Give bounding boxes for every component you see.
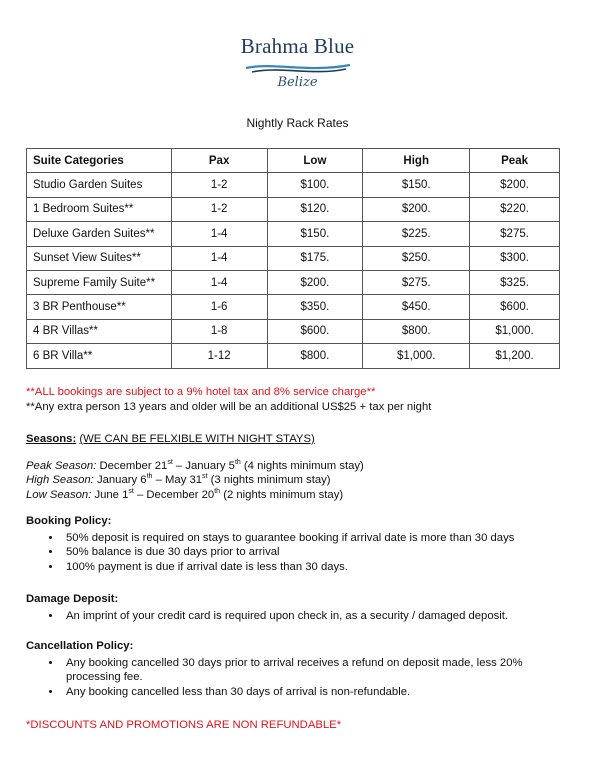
season-high-start: January 6 bbox=[96, 474, 147, 486]
seasons-section bbox=[26, 432, 364, 502]
table-cell: $600. bbox=[470, 295, 560, 319]
table-cell: 1-4 bbox=[171, 246, 267, 270]
damage-deposit-heading: Damage Deposit: bbox=[26, 593, 119, 605]
season-high-start-sup: th bbox=[146, 473, 153, 481]
list-item: • Any booking cancelled less than 30 days of arrival is non-refundable. bbox=[62, 685, 546, 700]
table-cell: $275. bbox=[363, 270, 470, 294]
tax-note: **ALL bookings are subject to a 9% hotel tax and 8% service charge** bbox=[26, 386, 376, 398]
extra-person-note: **Any extra person 13 years and older will be an additional US$25 + tax per night bbox=[26, 401, 432, 413]
table-cell: $1,000. bbox=[470, 319, 560, 343]
table-cell: $800. bbox=[267, 344, 363, 368]
season-low-start: June 1 bbox=[94, 488, 129, 501]
season-low-end-sup: th bbox=[214, 487, 221, 495]
table-cell: $120. bbox=[267, 197, 363, 221]
cancellation-policy-section bbox=[26, 639, 546, 699]
season-low-start-sup: st bbox=[128, 487, 134, 495]
table-cell: $220. bbox=[470, 197, 560, 221]
cancellation-policy-heading: Cancellation Policy: bbox=[26, 640, 134, 652]
table-cell: $600. bbox=[267, 319, 363, 343]
damage-deposit-list bbox=[26, 609, 508, 624]
table-cell: $225. bbox=[363, 222, 470, 246]
table-row bbox=[27, 197, 560, 221]
table-cell: 1-2 bbox=[171, 173, 267, 197]
table-cell: $1,000. bbox=[363, 344, 470, 368]
season-high-minimum: (3 nights minimum stay) bbox=[207, 474, 331, 486]
table-cell: $275. bbox=[470, 222, 560, 246]
season-peak-start-sup: st bbox=[167, 458, 173, 466]
booking-policy-list bbox=[26, 531, 514, 575]
table-cell: Studio Garden Suites bbox=[27, 173, 172, 197]
booking-policy-section bbox=[26, 514, 514, 574]
header-high: High bbox=[363, 149, 470, 173]
table-header-row bbox=[27, 149, 560, 173]
header-low: Low bbox=[267, 149, 363, 173]
table-row bbox=[27, 222, 560, 246]
list-item: • 50% balance is due 30 days prior to arrival bbox=[62, 545, 514, 560]
list-item: • 100% payment is due if arrival date is less than 30 days. bbox=[62, 560, 514, 575]
table-cell: $300. bbox=[470, 246, 560, 270]
cancellation-policy-list bbox=[26, 656, 546, 700]
table-cell: $1,200. bbox=[470, 344, 560, 368]
season-high bbox=[26, 473, 364, 488]
table-row bbox=[27, 246, 560, 270]
table-cell: $250. bbox=[363, 246, 470, 270]
table-row bbox=[27, 173, 560, 197]
table-row bbox=[27, 270, 560, 294]
table-cell: 1-4 bbox=[171, 222, 267, 246]
table-cell: 1-4 bbox=[171, 270, 267, 294]
table-cell: $150. bbox=[363, 173, 470, 197]
table-cell: 6 BR Villa** bbox=[27, 344, 172, 368]
table-cell: Supreme Family Suite** bbox=[27, 270, 172, 294]
booking-policy-heading: Booking Policy: bbox=[26, 515, 112, 527]
table-cell: 1 Bedroom Suites** bbox=[27, 197, 172, 221]
table-cell: $800. bbox=[363, 319, 470, 343]
season-peak-end: – January 5 bbox=[172, 459, 235, 472]
table-cell: $100. bbox=[267, 173, 363, 197]
season-low-label: Low Season: bbox=[26, 488, 92, 501]
season-peak-minimum: (4 nights minimum stay) bbox=[240, 459, 364, 472]
list-item: • An imprint of your credit card is required upon check in, as a security / damaged deposit. bbox=[62, 609, 508, 624]
season-high-label: High Season: bbox=[26, 474, 94, 486]
table-cell: 1-2 bbox=[171, 197, 267, 221]
seasons-heading-label: Seasons: bbox=[26, 433, 77, 445]
document-title: Nightly Rack Rates bbox=[246, 116, 349, 130]
seasons-heading-note: (WE CAN BE FELXIBLE WITH NIGHT STAYS) bbox=[79, 433, 315, 445]
season-peak-start: December 21 bbox=[99, 459, 168, 472]
season-peak-end-sup: th bbox=[234, 458, 241, 466]
rate-notes bbox=[26, 385, 431, 415]
logo-title: Brahma Blue bbox=[240, 34, 355, 58]
table-cell: $175. bbox=[267, 246, 363, 270]
table-cell: $450. bbox=[363, 295, 470, 319]
table-row bbox=[27, 344, 560, 368]
table-cell: $150. bbox=[267, 222, 363, 246]
rates-table bbox=[26, 148, 560, 369]
table-row bbox=[27, 295, 560, 319]
table-cell: Deluxe Garden Suites** bbox=[27, 222, 172, 246]
damage-deposit-section bbox=[26, 592, 508, 623]
logo-subtitle: Belize bbox=[277, 75, 318, 90]
table-cell: $200. bbox=[470, 173, 560, 197]
list-item: • Any booking cancelled 30 days prior to arrival receives a refund on deposit made, less 20% processing fee. bbox=[62, 656, 546, 685]
season-low-minimum: (2 nights minimum stay) bbox=[220, 488, 344, 501]
footer-note: *DISCOUNTS AND PROMOTIONS ARE NON REFUNDABLE* bbox=[26, 719, 342, 731]
table-cell: 3 BR Penthouse** bbox=[27, 295, 172, 319]
header-peak: Peak bbox=[470, 149, 560, 173]
season-peak bbox=[26, 459, 364, 474]
table-cell: $200. bbox=[363, 197, 470, 221]
table-cell: Sunset View Suites** bbox=[27, 246, 172, 270]
logo bbox=[0, 34, 595, 90]
table-cell: $325. bbox=[470, 270, 560, 294]
season-low-end: – December 20 bbox=[133, 488, 215, 501]
header-suite-categories: Suite Categories bbox=[27, 149, 172, 173]
season-high-end: – May 31 bbox=[152, 474, 203, 486]
table-cell: 4 BR Villas** bbox=[27, 319, 172, 343]
list-item: • 50% deposit is required on stays to guarantee booking if arrival date is more than 30 days bbox=[62, 531, 514, 546]
table-cell: 1-6 bbox=[171, 295, 267, 319]
table-cell: 1-12 bbox=[171, 344, 267, 368]
season-high-end-sup: st bbox=[202, 473, 208, 481]
season-peak-label: Peak Season: bbox=[26, 459, 97, 472]
seasons-heading bbox=[26, 432, 364, 447]
header-pax: Pax bbox=[171, 149, 267, 173]
table-cell: 1-8 bbox=[171, 319, 267, 343]
season-low bbox=[26, 488, 364, 503]
table-row bbox=[27, 319, 560, 343]
table-cell: $350. bbox=[267, 295, 363, 319]
table-cell: $200. bbox=[267, 270, 363, 294]
